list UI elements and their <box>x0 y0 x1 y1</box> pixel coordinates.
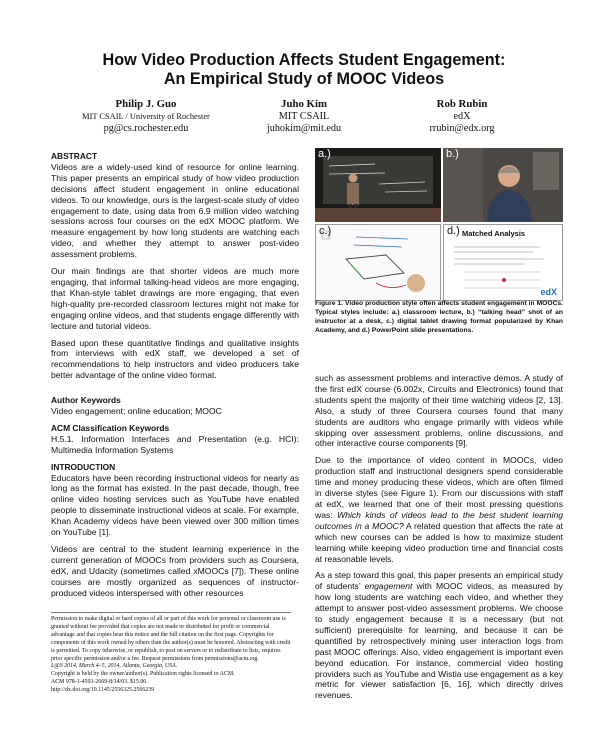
permission-divider <box>51 612 291 613</box>
figure-panel-slides <box>443 224 563 301</box>
right-paragraph-3: As a step toward this goal, this paper presents an empirical study of students’ engagement with MOOC videos, as measured by how long students are watching each video, and whether they attempt to answer post-video assessment problems. We choose to study engagement because it is a necessary (but not sufficient) prerequisite for learning, and because it can be quantified by retrospectively mining user interaction logs from past MOOC offerings. Also, video engagement is important even beyond education. For instance, commercial video hosting providers such as YouTube and Wistia use engagement as a key metric for viewer satisfaction [6, 16], which directly drives revenues. <box>315 570 563 701</box>
figure-panel-talking-head <box>443 148 563 222</box>
abstract-paragraph-1: Videos are a widely-used kind of resource for online learning. This paper presents an empirical study of how video production decisions affect student engagement in online educational videos. To our knowledge, ours is the largest-scale study of video engagement to date, using data from 6.9 million video watching sessions across four courses on the edX MOOC platform. We measure engagement by how long students are watching each video, and whether they attempt to answer post-video assessment problems. <box>51 161 299 260</box>
author-block-rubin <box>367 98 557 136</box>
figure-caption-text: Figure 1. Video production style often affects student engagement in MOOCs. Typical styles include: a.) classroom lecture, b.) “talking head” shot of an instructor at a desk, c.) digital tablet drawing format popularized by Khan Academy, and d.) PowerPoint slide presentations. <box>315 300 563 334</box>
author-name: Juho Kim <box>281 98 327 110</box>
panel-label-d: d.) <box>447 225 460 237</box>
author-email: rrubin@edx.org <box>429 123 495 134</box>
right-column <box>315 373 563 707</box>
figure-panel-tablet-drawing <box>315 224 441 301</box>
figure-caption <box>315 300 563 336</box>
panel-label-b: b.) <box>446 148 459 160</box>
left-column <box>51 151 299 605</box>
conference-line: L@S 2014, March 4–5, 2014, Atlanta, Georgia, USA. <box>51 663 178 670</box>
slide-title: Matched Analysis <box>462 229 526 238</box>
acm-heading: ACM Classification Keywords <box>51 422 170 433</box>
panel-label-a: a.) <box>318 148 331 160</box>
author-affiliation: edX <box>453 110 471 122</box>
author-affiliation: MIT CSAIL / University of Rochester <box>82 111 210 121</box>
intro-paragraph-1: Educators have been recording instructional videos for nearly as long as the format has existed. In the past decade, though, free online video hosting services such as YouTube have enabled people to disseminate instructional videos at scale. For example, Khan Academy videos have been viewed over 300 million times on YouTube [1]. <box>51 472 299 538</box>
right-paragraph-1: such as assessment problems and interactive demos. A study of the first edX course (6.002x, Circuits and Electronics) found that students spent the majority of their time watching videos [2, 13]. Also, a study of three Coursera courses found that many students are auditors who engage primarily with videos while skipping over assessment problems, online discussions, and other interactive course components [9]. <box>315 373 563 449</box>
right-paragraph-2: Due to the importance of video content in MOOCs, video production staff and instructional designers spend considerable time and money producing these videos, which are often filmed in diverse styles (see Figure 1). From our discussions with staff at edX, we learned that one of their most pressing questions was: Which kinds of videos lead to the best student learning outcomes in a MOOC? A related question that affects the rate at which new courses can be added is how to maximize student learning while keeping video production time and financial costs at reasonable levels. <box>315 455 563 564</box>
acm-text: H.5.1. Information Interfaces and Presentation (e.g. HCI): Multimedia Information Systems <box>51 433 299 455</box>
permission-block <box>51 616 291 695</box>
engagement-term: engagement <box>364 581 413 592</box>
author-email: juhokim@mit.edu <box>266 123 342 134</box>
author-affiliation: MIT CSAIL <box>278 110 330 122</box>
figure-1 <box>315 148 563 301</box>
research-question: Which kinds of videos lead to the best student learning outcomes in a MOOC? <box>315 509 563 531</box>
intro-heading: INTRODUCTION <box>51 461 116 472</box>
author-name: Philip J. Guo <box>115 98 177 110</box>
author-name: Rob Rubin <box>436 98 488 110</box>
figure-panel-classroom-lecture <box>315 148 441 222</box>
title-line-2: An Empirical Study of MOOC Videos <box>163 69 445 88</box>
panel-label-c: c.) <box>319 225 332 237</box>
doi-line: http://dx.doi.org/10.1145/2556325.2566239 <box>51 687 155 694</box>
title-line-1: How Video Production Affects Student Engagement: <box>102 51 506 69</box>
keywords-heading: Author Keywords <box>51 395 121 406</box>
classroom-lecture-image <box>315 148 441 222</box>
permission-text: Permission to make digital or hard copies of all or part of this work for personal or classroom use is granted without fee provided that copies are not made or distributed for profit or commercial advantage and that copies bear this notice and the full citation on the first page. Copyrights for components of this work owned by others than the author(s) must be honored. Abstracting with credit is permitted. To copy otherwise, or republish, to post on servers or to redistribute to lists, requires prior specific permission and/or a fee. Request permissions from permissions@acm.org. <box>51 616 291 662</box>
abstract-paragraph-2: Our main findings are that shorter videos are much more engaging, that informal talking-head videos are more engaging, that Khan-style tablet drawings are more engaging, that even high-quality pre-recorded classroom lectures might not make for engaging online videos, and that students engage differently with lecture and tutorial videos. <box>51 266 299 331</box>
edx-logo: edX <box>540 287 557 297</box>
author-email: pg@cs.rochester.edu <box>103 123 189 134</box>
intro-paragraph-2: Videos are central to the student learning experience in the current generation of MOOCs from providers such as Coursera, edX, and Udacity (sometimes called xMOOCs [7]). These online courses are mostly organized as sequences of instructor-produced videos interspersed with other resources <box>51 544 299 598</box>
isbn-line: ACM 978-1-4503-2669-8/14/03..$15.00. <box>51 679 148 686</box>
keywords-text: Video engagement; online education; MOOC <box>51 406 222 417</box>
copyright-line: Copyright is held by the owner/author(s). Publication rights licensed to ACM. <box>51 671 235 678</box>
paper-title <box>0 51 608 88</box>
talking-head-image <box>443 148 563 222</box>
abstract-heading: ABSTRACT <box>51 151 98 161</box>
tablet-drawing-image <box>316 225 441 301</box>
abstract-paragraph-3: Based upon these quantitative findings and qualitative insights from interviews with edX staff, we developed a set of recommendations to help instructors and video producers take better advantage of the online video format. <box>51 337 299 381</box>
